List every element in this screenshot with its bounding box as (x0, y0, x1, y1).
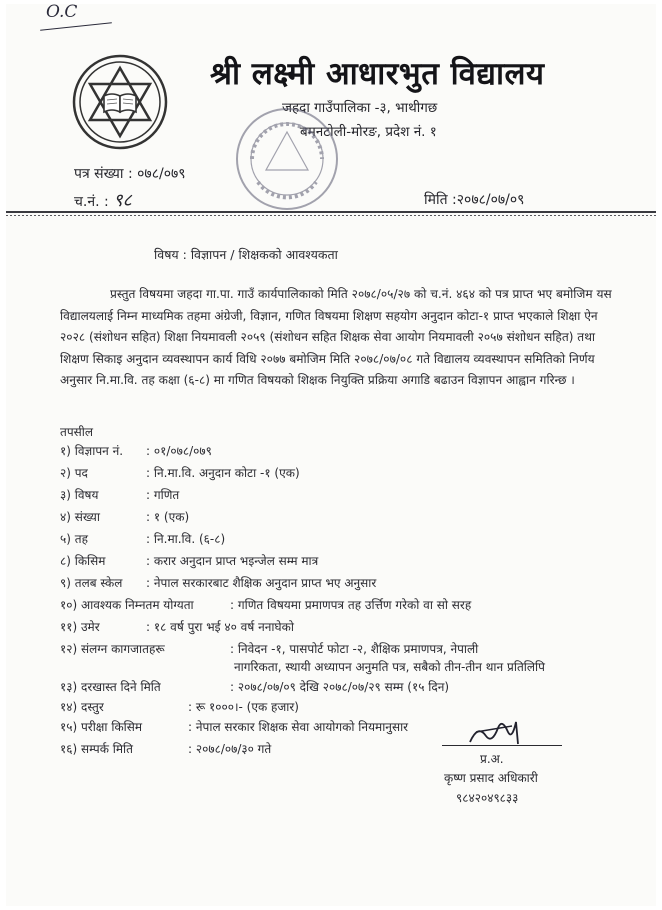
detail-item-value: : नि.मा.वि. अनुदान कोटा -१ (एक) (146, 466, 300, 480)
detail-item-label: १५) परीक्षा किसिम (60, 720, 143, 734)
detail-item-value: : निवेदन -१, पासपोर्ट फोटा -२, शैक्षिक प्रमाणपत्र, नेपाली (230, 642, 479, 656)
signatory-phone: ९८४२०४९८३३ (456, 791, 519, 805)
detail-item-value: : गणित विषयमा प्रमाणपत्र तह उर्त्तिण गरेको वा सो सरह (230, 598, 472, 612)
detail-item (60, 618, 294, 635)
detail-item (60, 678, 450, 695)
reference-label: पत्र संख्या : (74, 166, 138, 182)
detail-item-value: : १ (एक) (146, 510, 190, 524)
detail-item (60, 596, 472, 613)
detail-item-value: : ०१/०७८/०७९ (146, 444, 212, 458)
detail-item-label: १२) संलग्न कागजातहरू (60, 642, 165, 656)
header-divider (6, 211, 656, 213)
detail-item-value: : गणित (146, 488, 180, 502)
detail-item (60, 486, 180, 503)
detail-item-label: ५) तह (60, 532, 88, 546)
detail-item (60, 530, 226, 547)
detail-item (60, 698, 299, 715)
handwritten-note: O.C (46, 2, 78, 22)
detail-item-label: ४) संख्या (60, 510, 100, 524)
signatory-name: कृष्ण प्रसाद अधिकारी (444, 771, 538, 785)
detail-item-label: ३) विषय (60, 488, 99, 502)
detail-item-value: : नेपाल सरकार शिक्षक सेवा आयोगको नियमानुसार (188, 720, 409, 734)
detail-item (60, 640, 479, 657)
detail-item-value: : करार अनुदान प्राप्त भइन्जेल सम्म मात्र (146, 554, 319, 568)
dispatch-number (74, 188, 132, 212)
date-value: २०७८/०७/०९ (456, 192, 525, 208)
detail-item (60, 442, 212, 459)
detail-item (60, 464, 300, 481)
header-divider-dotted (6, 215, 656, 216)
details-heading: तपसील (60, 425, 94, 439)
detail-item-value: : १८ वर्ष पुरा भई ४० वर्ष ननाघेको (146, 620, 294, 634)
detail-item-label: ९) तलब स्केल (60, 576, 123, 590)
letter-body: प्रस्तुत विषयमा जहदा गा.पा. गाउँ कार्यपालिकाको मिति २०७८/०५/२७ को च.नं. ४६४ को पत्र प्राप्त भए बमोजिम यस विद्यालयलाई निम्न माध्यमिक तहमा अंग्रेजी, विज्ञान, गणित विषयमा शिक्षण सहयोग अनुदान कोटा-१ प्राप्त भएकाले शिक्षा ऐन २०२८ (संशोधन सहित) शिक्षा नियमावली २०५९ (संशोधन सहित शिक्षक सेवा आयोग नियमावली २०५७ संशोधन सहित) तथा शिक्षण सिकाइ अनुदान व्यवस्थापन कार्य विधि २०७७ बमोजिम मिति २०७८/०७/०८ गते विद्यालय व्यवस्थापन समितिको निर्णय अनुसार नि.मा.वि. तह कक्षा (६-८) मा गणित विषयको शिक्षक नियुक्ति प्रक्रिया अगाडि बढाउन विज्ञापन आह्वान गरिन्छ । (60, 287, 612, 388)
book-star-emblem-icon (72, 54, 168, 154)
detail-item-value: : २०७८/०७/०९ देखि २०७८/०७/२९ सम्म (१५ दिन) (230, 680, 450, 694)
letter-date (424, 190, 524, 209)
signature-line (442, 745, 562, 746)
date-label: मिति : (424, 192, 457, 208)
detail-item-value: : नि.मा.वि. (६-८) (146, 532, 226, 546)
address-line-2: बमनटोली-मोरङ, प्रदेश नं. १ (300, 124, 437, 140)
handwritten-signature-icon (464, 714, 534, 754)
dispatch-label: च.नं. : (74, 194, 114, 210)
detail-item-label: १४) दस्तुर (60, 700, 104, 714)
detail-item (60, 508, 190, 525)
dispatch-value: ९८ (113, 190, 132, 211)
school-name: श्री लक्ष्मी आधारभुत विद्यालय (210, 56, 545, 92)
school-round-stamp-icon (232, 104, 342, 218)
detail-item (60, 552, 319, 569)
detail-item (60, 574, 377, 591)
detail-item-value: : २०७८/०७/३० गते (188, 742, 272, 756)
detail-item-label: ११) उमेर (60, 620, 100, 634)
detail-item-label: १३) दरखास्त दिने मिति (60, 680, 161, 694)
detail-item-value: : रू १०००।- (एक हजार) (188, 700, 299, 714)
detail-item-value: : नेपाल सरकारबाट शैक्षिक अनुदान प्राप्त भए अनुसार (146, 576, 377, 590)
address-line-1: जहदा गाउँपालिका -३, भाथीगछ (282, 100, 438, 116)
detail-item (60, 718, 409, 735)
letter-subject: विषय : विज्ञापन / शिक्षकको आवश्यकता (154, 247, 338, 262)
signatory-title: प्र.अ. (480, 752, 504, 766)
detail-item-label: १६) सम्पर्क मिति (60, 742, 133, 756)
reference-value: ०७८/०७९ (137, 166, 186, 182)
detail-item-value: नागरिकता, स्थायी अध्यापन अनुमति पत्र, सबैको तीन-तीन थान प्रतिलिपि (234, 660, 545, 674)
reference-number (74, 164, 186, 183)
detail-item-label: २) पद (60, 466, 88, 480)
detail-item-label: ८) किसिम (60, 554, 106, 568)
detail-item (60, 740, 272, 757)
detail-item-label: १) विज्ञापन नं. (60, 444, 124, 458)
detail-item-label: १०) आवश्यक निम्नतम योग्यता (60, 598, 194, 612)
